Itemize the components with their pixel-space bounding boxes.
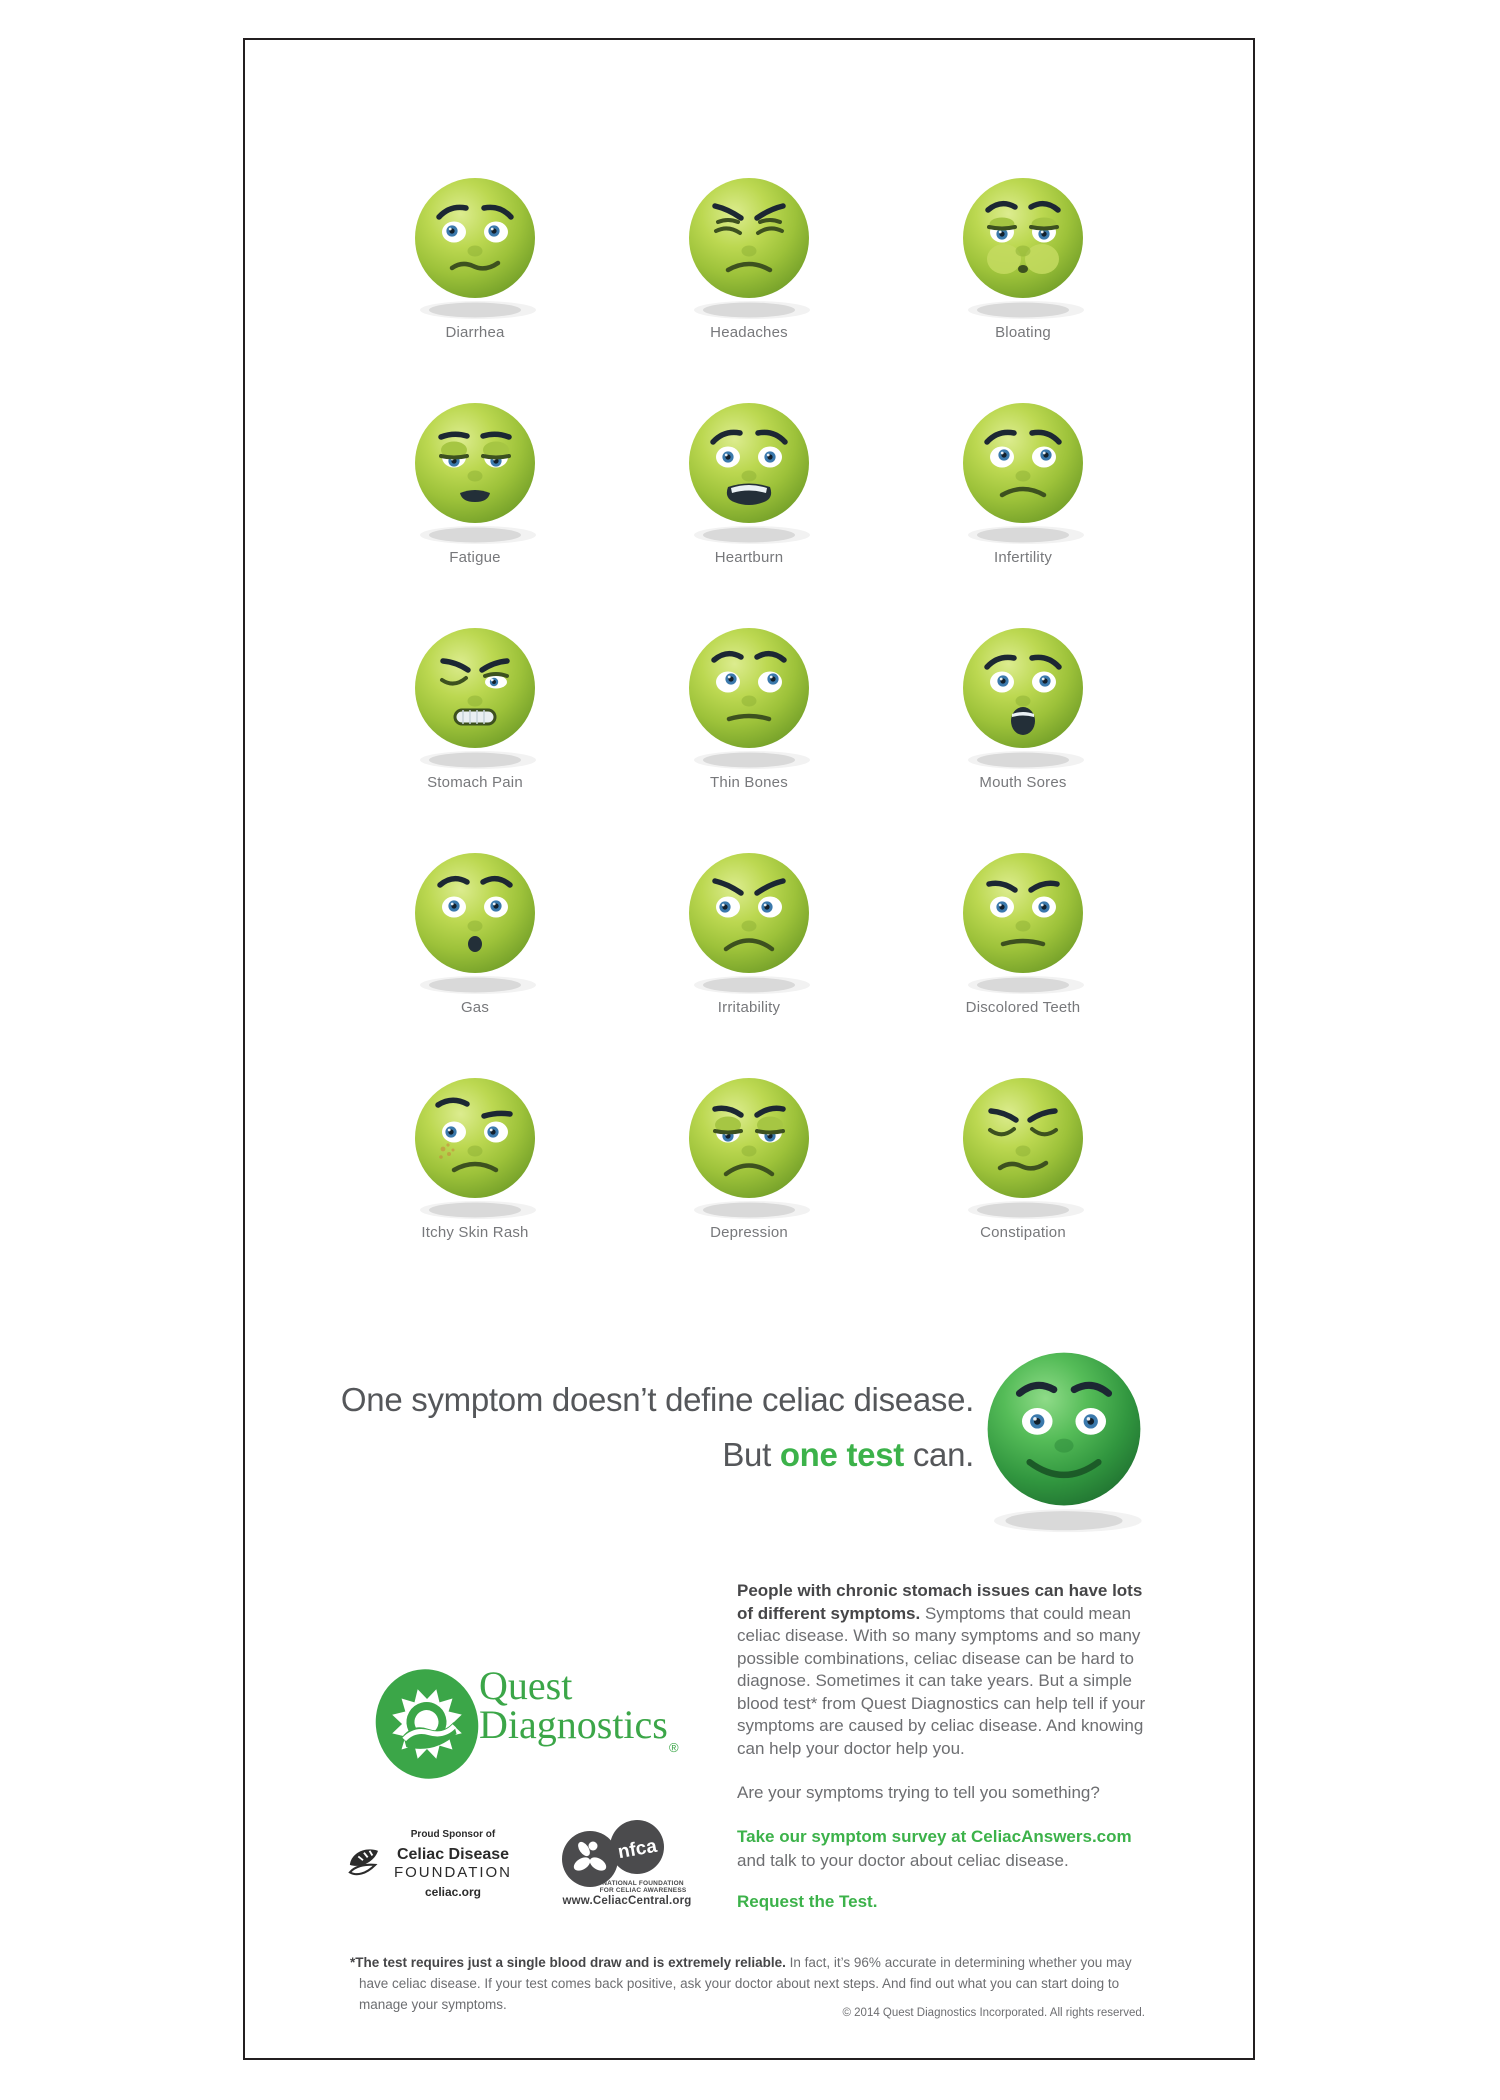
request-the-test: Request the Test. [737, 1891, 878, 1911]
symptom-cell [338, 373, 612, 598]
symptom-cell [886, 598, 1160, 823]
butterfly-icon [347, 1848, 379, 1878]
symptom-label: Mouth Sores [979, 774, 1067, 791]
face-skeptical-icon [410, 1072, 540, 1222]
symptom-label: Infertility [993, 549, 1053, 566]
symptom-cell [886, 1048, 1160, 1273]
face-worried-icon [410, 172, 540, 322]
face-surprised-icon [410, 847, 540, 997]
symptom-label: Discolored Teeth [965, 999, 1081, 1016]
symptom-cell [338, 823, 612, 1048]
footnote-bold: *The test requires just a single blood draw and is extremely reliable. [350, 1955, 786, 1970]
symptom-label: Bloating [995, 324, 1051, 341]
headline-one-test: one test [779, 1436, 904, 1473]
face-wince-icon [410, 622, 540, 772]
symptom-cell [338, 1048, 612, 1273]
cta-rest: and talk to your doctor about celiac disease. [737, 1850, 1069, 1870]
nfca-name-line2: FOR CELIAC AWARENESS [599, 1887, 687, 1894]
foundation-name-line1: Celiac Disease [396, 1846, 510, 1863]
svg-text:nfca: nfca [616, 1835, 659, 1864]
face-angry-icon [684, 847, 814, 997]
nfca-logo-icon [557, 1819, 669, 1889]
symptom-grid [338, 148, 1160, 1273]
face-happy-icon [981, 1345, 1147, 1536]
symptom-label: Fatigue [449, 549, 501, 566]
symptom-label: Irritability [717, 999, 781, 1016]
symptom-label: Thin Bones [710, 774, 788, 791]
headline [341, 1372, 974, 1482]
face-openmouth-icon [958, 622, 1088, 772]
symptom-label: Itchy Skin Rash [421, 1224, 529, 1241]
symptom-cell [612, 1048, 886, 1273]
body-column [737, 1580, 1151, 1913]
quest-wordmark-line1: Quest [479, 1663, 573, 1708]
headline-line2 [341, 1427, 974, 1482]
body-intro-bold: People with chronic stomach issues can have lots of different symptoms. [737, 1581, 1143, 1623]
footnote [350, 1952, 1159, 2015]
symptom-cell [338, 148, 612, 373]
face-strained-icon [958, 1072, 1088, 1222]
headline-line1: One symptom doesn’t define celiac disease. [340, 1381, 974, 1418]
face-grimace-icon [684, 397, 814, 547]
nfca-name-line1: NATIONAL FOUNDATION [602, 1880, 684, 1887]
body-intro-rest: Symptoms that could mean celiac disease. With so many symptoms and so many possible combinations, celiac disease can be hard to diagnose. Sometimes it can take years. But a simple blood test* from Quest Diagnostics can help tell if your symptoms are caused by celiac disease. And knowing can help your doctor help you. [737, 1603, 1146, 1758]
foundation-name-line2: FOUNDATION [393, 1864, 513, 1881]
headline-line2-suffix: can. [903, 1436, 974, 1473]
cta-block [737, 1825, 1151, 1873]
symptom-cell [612, 598, 886, 823]
celiac-foundation-block [343, 1829, 563, 1899]
symptom-cell [612, 148, 886, 373]
symptom-label: Headaches [710, 324, 788, 341]
celiaccentral-url: www.CeliacCentral.org [562, 1895, 692, 1907]
face-glance-icon [684, 622, 814, 772]
symptom-label: Stomach Pain [427, 774, 523, 791]
headline-line2-prefix: But [722, 1436, 780, 1473]
quest-sunburst-icon [371, 1665, 483, 1783]
body-paragraph [737, 1580, 1151, 1760]
quest-wordmark-line2: Diagnostics [479, 1702, 668, 1747]
face-scrunched-icon [684, 172, 814, 322]
copyright: © 2014 Quest Diagnostics Incorporated. All rights reserved. [842, 2007, 1145, 2019]
symptom-cell [612, 373, 886, 598]
symptom-cell [886, 148, 1160, 373]
symptom-cell [886, 823, 1160, 1048]
face-sad-icon [684, 1072, 814, 1222]
face-tired-icon [410, 397, 540, 547]
symptom-cell [612, 823, 886, 1048]
footnote-rest: In fact, it’s 96% accurate in determining whether you may have celiac disease. If your test comes back positive, ask your doctor about next steps. And find out what you can start doing to manage your symptoms. [359, 1955, 1132, 2012]
cta-survey-link: Take our symptom survey at CeliacAnswers.com [737, 1826, 1132, 1846]
symptom-label: Heartburn [714, 549, 784, 566]
body-question: Are your symptoms trying to tell you something? [737, 1783, 1100, 1802]
celiac-org-url: celiac.org [424, 1885, 482, 1899]
proud-sponsor-label: Proud Sponsor of [410, 1829, 496, 1840]
quest-wordmark [479, 1663, 668, 1747]
symptom-cell [886, 373, 1160, 598]
symptom-cell [338, 598, 612, 823]
nfca-name [587, 1880, 699, 1894]
symptom-label: Diarrhea [445, 324, 505, 341]
poster-frame [243, 38, 1255, 2060]
symptom-label: Constipation [980, 1224, 1066, 1241]
face-puffed-icon [958, 172, 1088, 322]
celiac-foundation-logo [343, 1846, 563, 1899]
symptom-label: Gas [460, 999, 490, 1016]
nfca-block [557, 1819, 717, 1907]
face-anxious-icon [958, 397, 1088, 547]
registered-mark: ® [669, 1740, 679, 1755]
symptom-label: Depression [710, 1224, 788, 1241]
face-sulk-icon [958, 847, 1088, 997]
